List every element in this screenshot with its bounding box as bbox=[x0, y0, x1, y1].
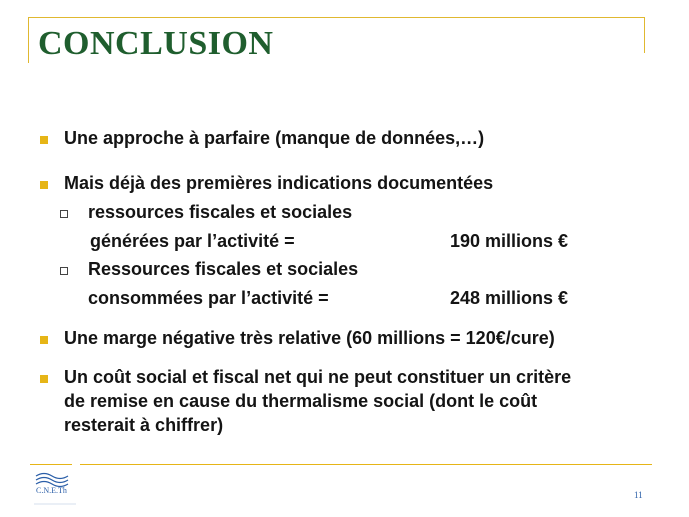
frame-left-rule bbox=[28, 17, 29, 63]
footer-rule bbox=[80, 464, 652, 465]
sub-bullet-text: consommées par l’activité = bbox=[88, 288, 329, 308]
footer-rule bbox=[30, 464, 72, 465]
hollow-square-bullet-icon bbox=[60, 210, 68, 218]
logo-text: C.N.E.Th bbox=[36, 486, 67, 495]
page-number: 11 bbox=[634, 490, 643, 500]
bullet-text: Une marge négative très relative (60 millions = 120€/cure) bbox=[64, 328, 555, 348]
frame-top-rule bbox=[28, 17, 644, 18]
bullet-text: Une approche à parfaire (manque de données,…) bbox=[64, 128, 485, 148]
bullet-text: de remise en cause du thermalisme social (dont le coût bbox=[64, 391, 538, 411]
bullet-square-icon bbox=[40, 136, 48, 144]
sub-bullet-text: Ressources fiscales et sociales bbox=[88, 259, 359, 279]
frame-right-rule bbox=[644, 17, 645, 53]
amount-value: 190 millions € bbox=[450, 231, 569, 251]
amount-value: 248 millions € bbox=[450, 288, 569, 308]
bullet-text: Un coût social et fiscal net qui ne peut constituer un critère bbox=[64, 367, 572, 387]
bullet-square-icon bbox=[40, 375, 48, 383]
hollow-square-bullet-icon bbox=[60, 267, 68, 275]
sub-bullet-text: ressources fiscales et sociales bbox=[88, 202, 353, 222]
bullet-text: resterait à chiffrer) bbox=[64, 415, 224, 435]
bullet-text: Mais déjà des premières indications documentées bbox=[64, 173, 494, 193]
bullet-square-icon bbox=[40, 336, 48, 344]
bullet-square-icon bbox=[40, 181, 48, 189]
sub-bullet-text: générées par l’activité = bbox=[90, 231, 295, 251]
slide-title: CONCLUSION bbox=[38, 25, 274, 62]
